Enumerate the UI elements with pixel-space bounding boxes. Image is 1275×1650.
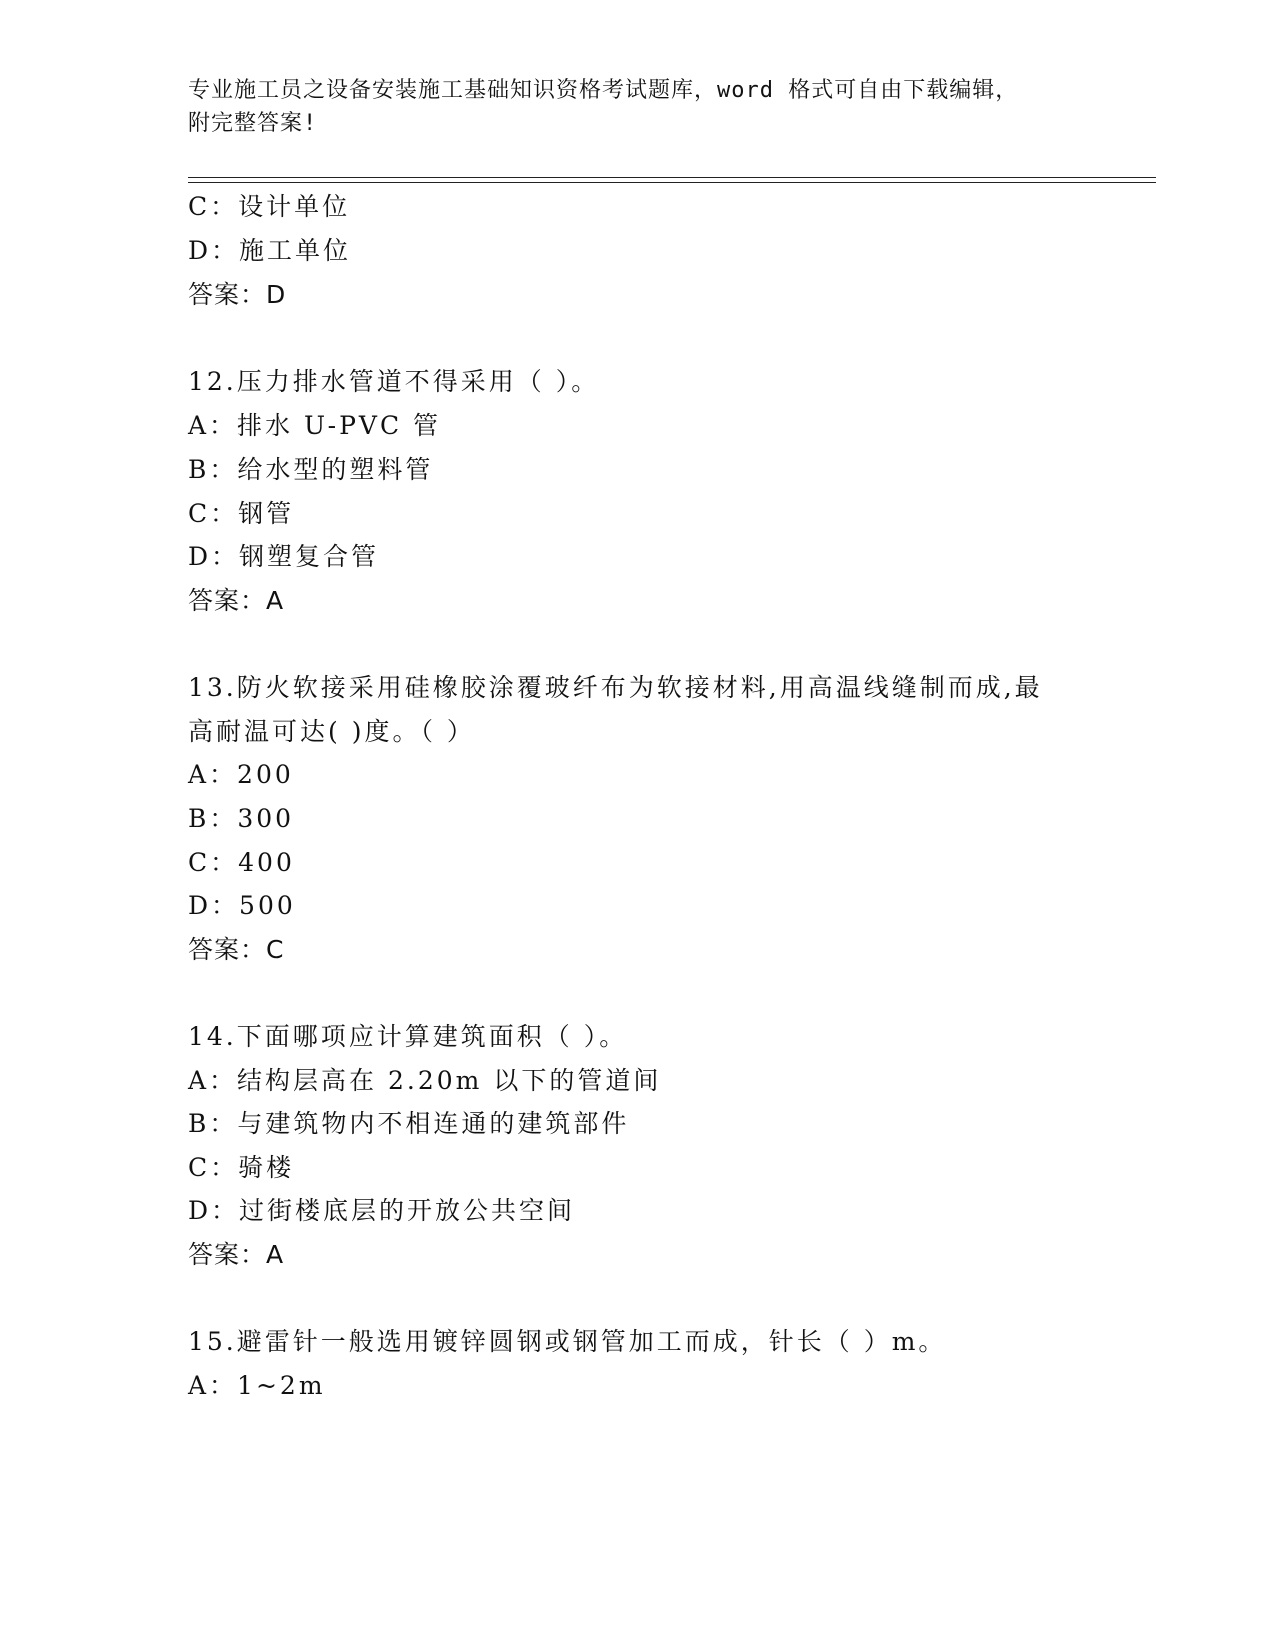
prev-option-c: C：设计单位 (188, 192, 351, 221)
q12-option-b: B：给水型的塑料管 (188, 455, 434, 484)
q14-option-b: B：与建筑物内不相连通的建筑部件 (188, 1109, 630, 1138)
q14-option-d: D：过街楼底层的开放公共空间 (188, 1196, 576, 1225)
q12-option-c: C：钢管 (188, 499, 295, 528)
q12-answer: 答案：A (188, 586, 285, 615)
q15-stem: 15.避雷针一般选用镀锌圆钢或钢管加工而成，针长（ ）m。 (188, 1327, 947, 1356)
q13-option-a: A：200 (188, 760, 294, 789)
header-line-2: 附完整答案! (188, 111, 318, 136)
q13-option-c: C：400 (188, 848, 295, 877)
header-line-1: 专业施工员之设备安装施工基础知识资格考试题库，word 格式可自由下载编辑， (188, 78, 1019, 103)
prev-option-d: D：施工单位 (188, 236, 352, 265)
q12-option-a: A：排水 U-PVC 管 (188, 411, 442, 440)
header-divider-bottom (188, 182, 1156, 183)
q14-option-a: A：结构层高在 2.20m 以下的管道间 (188, 1066, 662, 1095)
prev-answer: 答案：D (188, 280, 287, 309)
q14-option-c: C：骑楼 (188, 1153, 295, 1182)
q14-answer: 答案：A (188, 1240, 285, 1269)
header-divider-top (188, 177, 1156, 178)
q15-option-a: A：1~2m (188, 1371, 326, 1400)
q13-stem-line-2: 高耐温可达( )度。（ ） (188, 717, 475, 746)
q13-option-d: D：500 (188, 891, 296, 920)
q13-answer: 答案：C (188, 935, 285, 964)
q12-option-d: D：钢塑复合管 (188, 542, 380, 571)
q13-option-b: B：300 (188, 804, 295, 833)
document-header (188, 74, 1088, 140)
q13-stem-line-1: 13.防火软接采用硅橡胶涂覆玻纤布为软接材料,用高温线缝制而成,最 (188, 673, 1043, 702)
q12-stem: 12.压力排水管道不得采用（ ）。 (188, 367, 600, 396)
q14-stem: 14.下面哪项应计算建筑面积（ ）。 (188, 1022, 628, 1051)
